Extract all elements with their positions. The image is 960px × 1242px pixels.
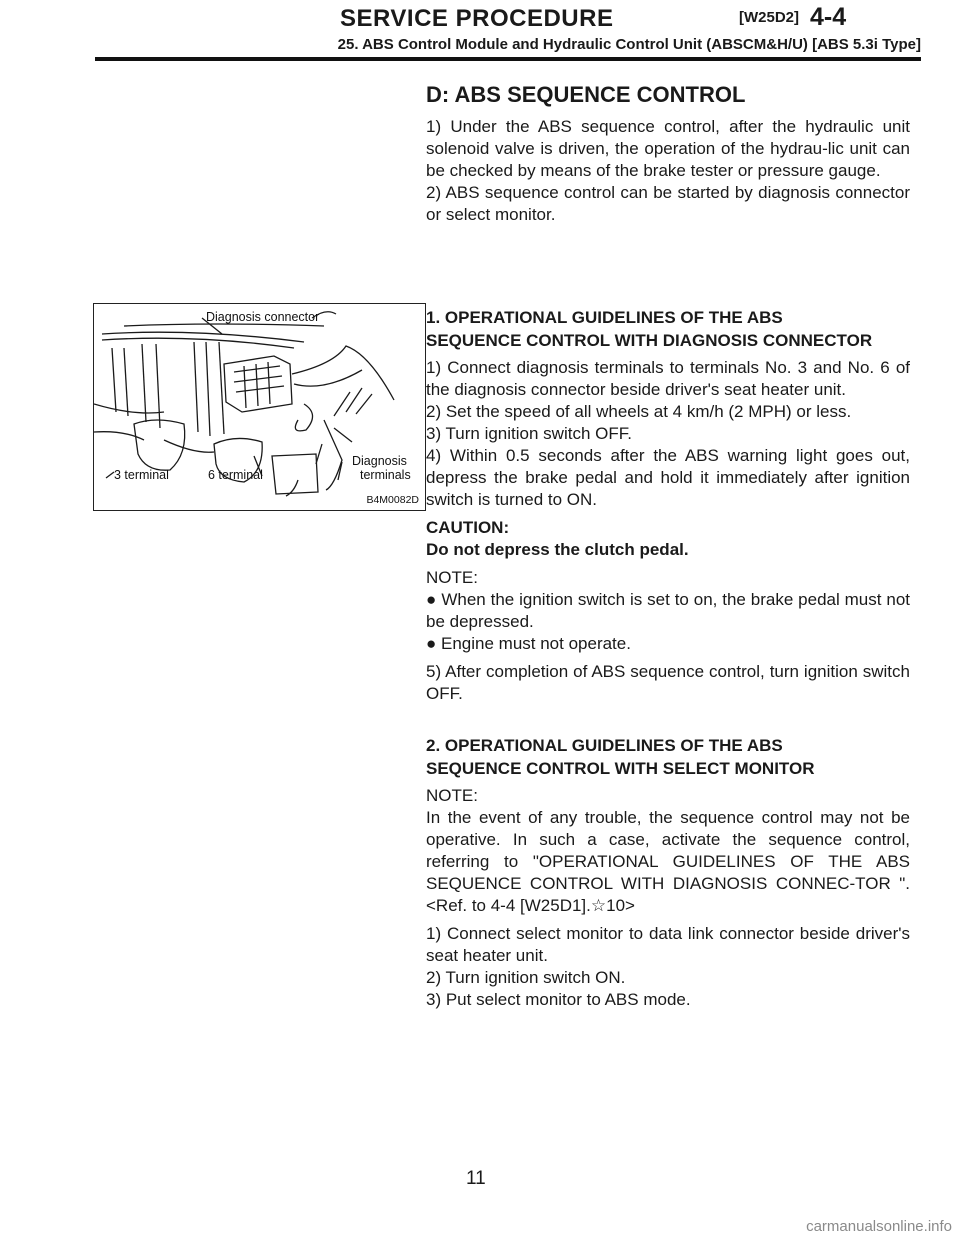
section-1	[426, 306, 910, 705]
section-2-step: 1) Connect select monitor to data link connector beside driver's seat heater unit.	[426, 924, 910, 965]
section-1-step: 3) Turn ignition switch OFF.	[426, 424, 632, 443]
section-1-step: 5) After completion of ABS sequence control, turn ignition switch OFF.	[426, 662, 910, 703]
label-3-terminal: 3 terminal	[114, 468, 169, 482]
label-diagnosis-terminals-1: Diagnosis	[352, 454, 407, 468]
header-rule	[95, 57, 921, 61]
section-code: [W25D2]	[739, 9, 800, 26]
section-d-step: 1) Under the ABS sequence control, after the hydraulic unit solenoid valve is driven, the operation of the hydrau-lic unit can be checked by means of the brake tester or pressure gauge.	[426, 117, 910, 180]
bullet-icon: ●	[426, 634, 441, 653]
section-number: 4-4	[810, 3, 847, 31]
bullet-icon: ●	[426, 590, 442, 609]
page-header	[0, 0, 960, 66]
section-2	[426, 734, 910, 1011]
caution-label: CAUTION:	[426, 518, 510, 537]
section-2-heading-line-1: 2. OPERATIONAL GUIDELINES OF THE ABS	[426, 736, 783, 755]
section-1-heading-line-2: SEQUENCE CONTROL WITH DIAGNOSIS CONNECTOR	[426, 331, 873, 350]
diagnosis-connector-figure	[93, 303, 426, 511]
figure-code: B4M0082D	[366, 494, 419, 506]
note-label: NOTE:	[426, 786, 478, 805]
section-d-step: 2) ABS sequence control can be started by diagnosis connector or select monitor.	[426, 183, 910, 224]
label-6-terminal: 6 terminal	[208, 468, 263, 482]
section-2-step: 2) Turn ignition switch ON.	[426, 968, 626, 987]
page-subtitle: 25. ABS Control Module and Hydraulic Control Unit (ABSCM&H/U) [ABS 5.3i Type]	[337, 36, 921, 53]
section-d	[426, 84, 910, 226]
section-1-step: 4) Within 0.5 seconds after the ABS warning light goes out, depress the brake pedal and hold it immediately after ignition switch is turned to ON.	[426, 446, 910, 509]
note-text: In the event of any trouble, the sequence control may not be operative. In such a case, activate the sequence control, referring to "OPERATIONAL GUIDELINES OF THE ABS SEQUENCE CONTROL WITH DIAGNOSIS CONNEC-TOR ". <Ref. to 4-4 [W25D1].☆10>	[426, 808, 910, 915]
page-number: 11	[466, 1168, 486, 1189]
page-title: SERVICE PROCEDURE	[340, 5, 614, 32]
label-diagnosis-connector: Diagnosis connector	[206, 310, 320, 324]
caution-text: Do not depress the clutch pedal.	[426, 540, 689, 559]
label-diagnosis-terminals-2: terminals	[360, 468, 411, 482]
section-d-title: D: ABS SEQUENCE CONTROL	[426, 82, 746, 107]
note-item: ● When the ignition switch is set to on, the brake pedal must not be depressed.	[426, 590, 910, 631]
note-label: NOTE:	[426, 568, 478, 587]
note-item: ● Engine must not operate.	[426, 634, 631, 653]
section-2-heading-line-2: SEQUENCE CONTROL WITH SELECT MONITOR	[426, 759, 815, 778]
watermark: carmanualsonline.info	[806, 1218, 952, 1235]
section-2-step: 3) Put select monitor to ABS mode.	[426, 990, 691, 1009]
section-1-step: 2) Set the speed of all wheels at 4 km/h (2 MPH) or less.	[426, 402, 852, 421]
section-1-heading-line-1: 1. OPERATIONAL GUIDELINES OF THE ABS	[426, 308, 783, 327]
section-1-step: 1) Connect diagnosis terminals to terminals No. 3 and No. 6 of the diagnosis connector beside driver's seat heater unit.	[426, 358, 910, 399]
